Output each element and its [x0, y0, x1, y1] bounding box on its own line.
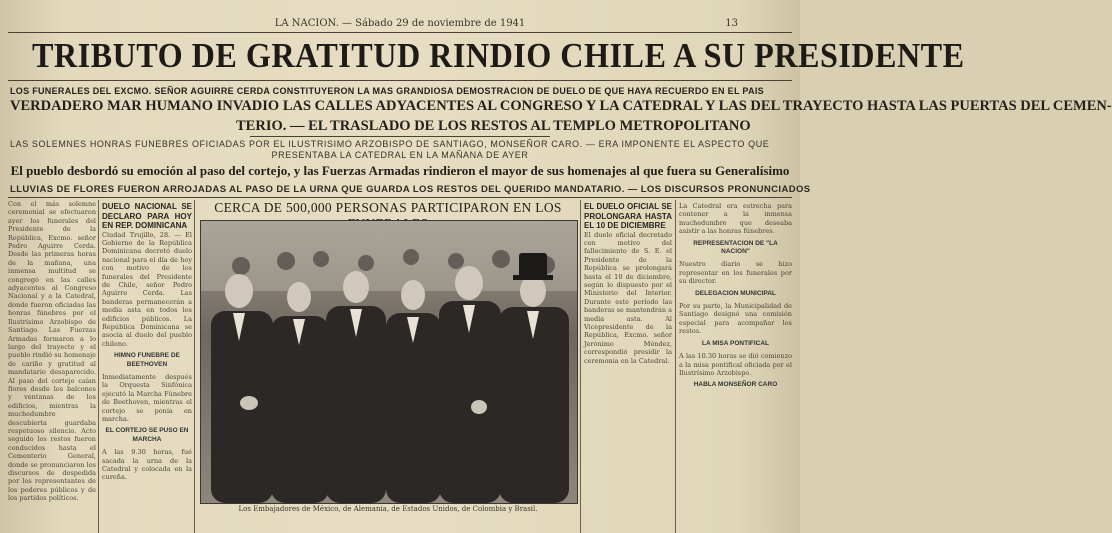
top-rule	[8, 32, 792, 33]
photo-caption: Los Embajadores de México, de Alemania, de Estados Unidos, de Colombia y Brasil.	[238, 505, 538, 513]
column-5-subhead-2: DELEGACION MUNICIPAL	[695, 289, 776, 297]
column-2-text-3: A las 9.30 horas, fué sacada la urna de la Catedral y colocada en la cureña.	[102, 448, 192, 482]
column-2-text: Ciudad Trujillo, 28. — El Gobierno de la República Dominicana decretó duelo nacional para el día de hoy con motivo de los funerales del Presidente de Chile, señor Pedro Aguirre Cerda. Las banderas permanecerán a media asta en todos los edificios públicos. La República Dominicana se asocia al duelo del pueblo chileno.	[102, 230, 192, 348]
funeral-photo	[200, 220, 578, 504]
deck-line-4: LAS SOLEMNES HONRAS FUNEBRES OFICIADAS POR EL ILUSTRISIMO ARZOBISPO DE SANTIAGO, MONSEÑOR CARO. — ERA IMPONENTE EL ASPECTO QUE	[10, 139, 770, 149]
deck-line-6: El pueblo desbordó su emoción al paso del cortejo, y las Fuerzas Armadas rindieron el mayor de sus homenajes al que fuera su Generalísimo	[10, 163, 790, 178]
masthead-line: LA NACION. — Sábado 29 de noviembre de 1941	[274, 18, 526, 29]
deck-line-1: LOS FUNERALES DEL EXCMO. SEÑOR AGUIRRE CERDA CONSTITUYERON LA MAS GRANDIOSA DEMOSTRACION DE DUELO DE QUE HAYA RECUERDO EN EL PAIS	[10, 86, 764, 96]
main-headline: TRIBUTO DE GRATITUD RINDIO CHILE A SU PRESIDENTE	[32, 36, 965, 75]
column-divider	[98, 200, 99, 533]
deck-line-5: PRESENTABA LA CATEDRAL EN LA MAÑANA DE AYER	[271, 150, 529, 160]
column-5-text-3: Por su parte, la Municipalidad de Santiago designó una comisión especial para acompañar los restos.	[679, 302, 792, 336]
column-divider	[675, 200, 676, 533]
column-2-subhead-2: EL CORTEJO SE PUSO EN MARCHA	[105, 427, 189, 443]
column-divider	[580, 200, 581, 533]
photo-headline: CERCA DE 500,000 PERSONAS PARTICIPARON EN LOS	[214, 200, 562, 215]
column-5-subhead-3: LA MISA PONTIFICAL	[701, 339, 770, 347]
column-4-headline: EL DUELO OFICIAL SE PROLONGARA HASTA EL 10 DE DICIEMBRE	[584, 202, 672, 230]
column-divider	[194, 200, 195, 533]
column-2	[102, 202, 192, 533]
column-5-text: La Catedral era estrecha para contener a la inmensa muchedumbre que deseaba asistir a las honras fúnebres.	[679, 202, 792, 236]
photo-illustration	[201, 221, 577, 503]
column-4	[584, 202, 672, 533]
column-4-text: El duelo oficial decretado con motivo del fallecimiento de S. E. el Presidente de la República se prolongará hasta el 10 de diciembre, según lo dispuesto por el Ministerio del Interior. Durante este período las banderas se mantendrán a media asta. Al Vicepresidente de la República, Excmo. señor Jerónimo Méndez, correspondió presidir la ceremonia en la Catedral.	[584, 230, 673, 365]
column-5-text-2: Nuestro diario se hizo representar en los funerales por su director.	[679, 260, 792, 286]
deck-divider	[250, 136, 550, 137]
deck-line-3: TERIO. — EL TRASLADO DE LOS RESTOS AL TEMPLO METROPOLITANO	[236, 118, 751, 134]
running-head	[0, 18, 800, 29]
column-5-subhead-1: REPRESENTACION DE "LA NACION"	[693, 239, 778, 256]
page-number: 13	[725, 18, 738, 29]
column-5-text-4: A las 10.30 horas se dió comienzo a la misa pontifical oficiada por el Ilustrísimo Arzobispo.	[679, 352, 792, 377]
column-5	[679, 202, 792, 533]
deck-line-7: LLUVIAS DE FLORES FUERON ARROJADAS AL PASO DE LA URNA QUE GUARDA LOS RESTOS DEL QUERIDO MANDATARIO. — LOS DISCURSOS PRONUNCIADOS	[10, 184, 811, 195]
column-5-subhead-4: HABLA MONSEÑOR CARO	[693, 381, 778, 389]
body-top-rule	[8, 197, 792, 198]
column-2-headline: DUELO NACIONAL SE DECLARO PARA HOY EN REP. DOMINICANA	[102, 202, 192, 230]
column-2-subhead-1: HIMNO FUNEBRE DE BEETHOVEN	[114, 352, 180, 368]
column-2-text-2: Inmediatamente después la Orquesta Sinfónica ejecutó la Marcha Fúnebre de Beethoven, mientras el cortejo se ponía en marcha.	[102, 373, 192, 424]
column-1-text: Con el más solemne ceremonial se efectuaron ayer los funerales del Presidente de la República, Excmo. señor Pedro Aguirre Cerda. Desde las primeras horas de la mañana, una inmensa multitud se congregó en las calles adyacentes al Congreso Nacional y a la Catedral, donde fueron oficiadas las honras fúnebres por el Ilustrísimo Arzobispo de Santiago. Las Fuerzas Armadas formaron a lo largo del trayecto y el pueblo rindió su homenaje de cariño y gratitud al mandatario desaparecido. Al paso del cortejo caían flores desde los balcones y ventanas de los edificios, mientras la muchedumbre descubierta guardaba respetuoso silencio. Acto seguido los restos fueron conducidos hasta el Cementerio General, donde se pronunciaron los discursos de despedida por los representantes de los poderes públicos y de los partidos políticos.	[8, 200, 96, 503]
deck-line-2: VERDADERO MAR HUMANO INVADIO LAS CALLES ADYACENTES AL CONGRESO Y LA CATEDRAL Y LAS DEL TRAYECTO HASTA LAS PUERTAS DEL CEMEN-	[10, 98, 1112, 114]
headline-rule	[8, 80, 792, 81]
column-1	[8, 200, 96, 533]
